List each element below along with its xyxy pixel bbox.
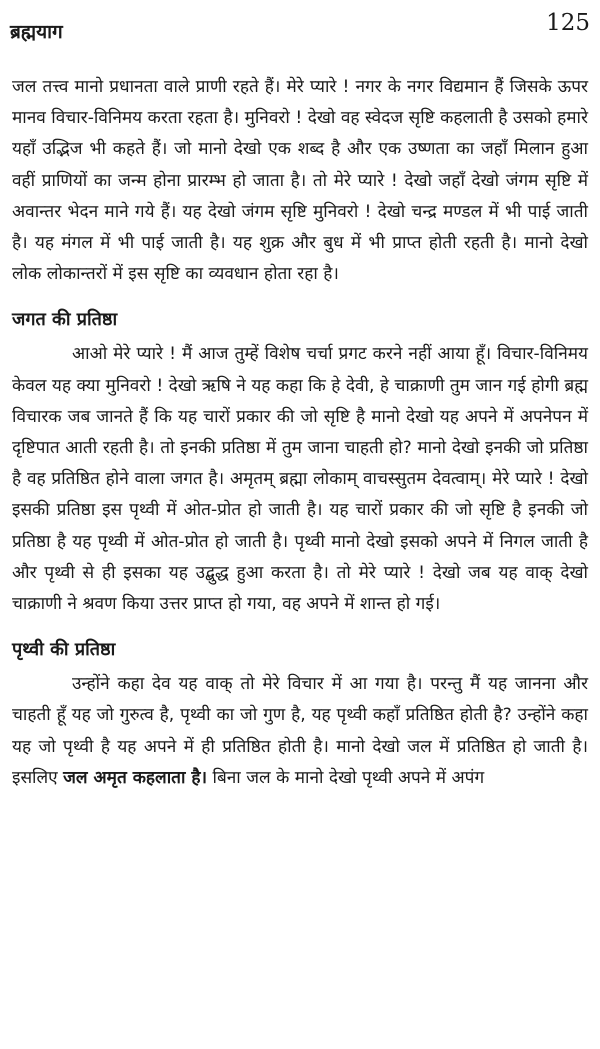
section-heading-prithvi: पृथ्वी की प्रतिष्ठा bbox=[12, 639, 116, 661]
paragraph-1 bbox=[12, 72, 588, 290]
paragraph-2-text: आओ मेरे प्यारे ! मैं आज तुम्हें विशेष चर्चा प्रगट करने नहीं आया हूँ। विचार-विनिमय केवल यह क्या मुनिवरो ! देखो ऋषि ने यह कहा कि हे देवी, हे चाक्राणी तुम जान गई होगी ब्रह्म विचारक जब जानते हैं कि यह चारों प्रकार की जो सृष्टि है मानो देखो यह अपने में अपनेपन में दृष्टिपात आती रहती है। तो इनकी प्रतिष्ठा में तुम जाना चाहती हो? मानो देखो इनकी जो प्रतिष्ठा है वह प्रतिष्ठित होने वाला जगत है। अमृतम् ब्रह्मा लोकाम् वाचस्सुतम देवत्वाम्। मेरे प्यारे ! देखो इसकी प्रतिष्ठा इस पृथ्वी में ओत-प्रोत हो जाती है। यह चारों प्रकार की जो सृष्टि है इनकी जो प्रतिष्ठा है यह पृथ्वी में ओत-प्रोत हो जाती है। पृथ्वी मानो देखो इसको अपने में निगल जाती है और पृथ्वी से ही इसका यह उद्बुद्ध हुआ करता है। तो मेरे प्यारे ! देखो जब यह वाक् देखो चाक्राणी ने श्रवण किया उत्तर प्राप्त हो गया, वह अपने में शान्त हो गई। bbox=[12, 344, 588, 615]
page-header bbox=[10, 8, 590, 48]
paragraph-3 bbox=[12, 669, 588, 794]
paragraph-3-main: उन्होंने कहा देव यह वाक् तो मेरे विचार में आ गया है। परन्तु मैं यह जानना और चाहती हूँ यह जो गुरुत्व है, पृथ्वी का जो गुण है, यह पृथ्वी कहाँ प्रतिष्ठित होती है? उन्होंने कहा यह जो पृथ्वी है यह अपने में ही प्रतिष्ठित होती है। मानो देखो जल में प्रतिष्ठित हो जाती है। इसलिए bbox=[12, 674, 588, 788]
running-head: ब्रह्मयाग bbox=[10, 21, 63, 43]
paragraph-3-text bbox=[12, 669, 588, 794]
section-heading-jagat: जगत की प्रतिष्ठा bbox=[12, 309, 118, 331]
page-number: 125 bbox=[546, 10, 590, 36]
paragraph-2 bbox=[12, 339, 588, 620]
page-body bbox=[12, 72, 588, 794]
paragraph-3-tail: बिना जल के मानो देखो पृथ्वी अपने में अपंग bbox=[212, 767, 485, 788]
paragraph-1-text: जल तत्त्व मानो प्रधानता वाले प्राणी रहते हैं। मेरे प्यारे ! नगर के नगर विद्यमान हैं जिसके ऊपर मानव विचार-विनिमय करता रहता है। मुनिवरो ! देखो वह स्वेदज सृष्टि कहलाती है उसको हमारे यहाँ उद्भिज भी कहते हैं। जो मानो देखो एक शब्द है और एक उष्णता का जहाँ मिलान हुआ वहीं प्राणियों का जन्म होना प्रारम्भ हो जाता है। तो मेरे प्यारे ! देखो जहाँ देखो जंगम सृष्टि में अवान्तर भेदन माने गये हैं। यह देखो जंगम सृष्टि मुनिवरो ! देखो चन्द्र मण्डल में भी पाई जाती है। यह मंगल में भी पाई जाती है। यह शुक्र और बुध में भी प्राप्त होती रहती है। मानो देखो लोक लोकान्तरों में इस सृष्टि का व्यवधान होता रहा है। bbox=[12, 77, 588, 285]
paragraph-3-bold: जल अमृत कहलाता है। bbox=[63, 767, 208, 788]
